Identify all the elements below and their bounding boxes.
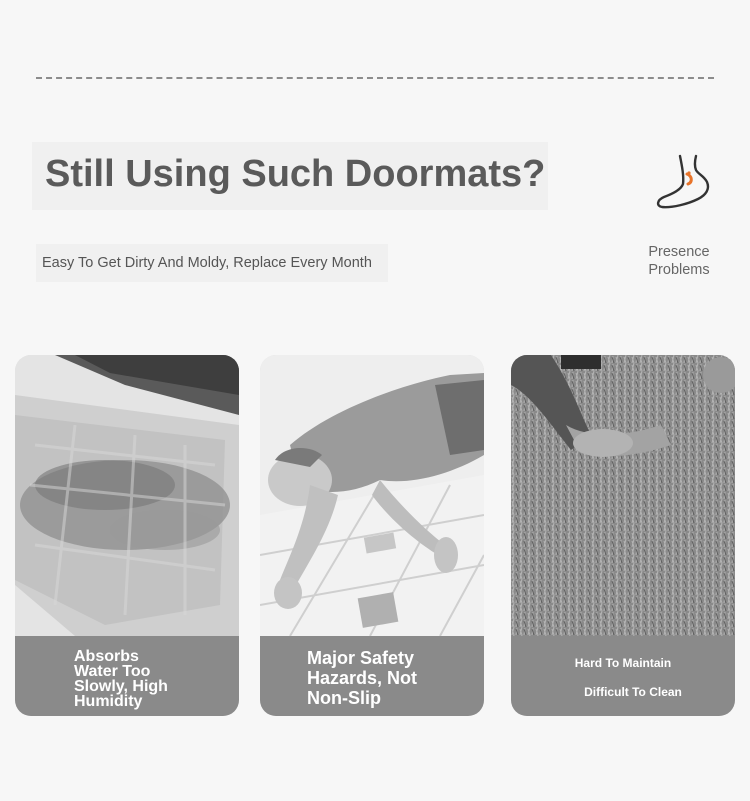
card-caption (15, 636, 239, 716)
caption-line: Difficult To Clean (584, 685, 682, 699)
page-title: Still Using Such Doormats? (45, 153, 546, 195)
caption-line: Non-Slip (307, 688, 381, 708)
presence-problems-label (640, 243, 718, 279)
dashed-divider (36, 77, 714, 79)
card-caption (260, 636, 484, 716)
caption-line: Water Too (74, 663, 151, 680)
caption-line: Absorbs (74, 648, 139, 665)
dirty-wet-doormat-photo (15, 355, 239, 636)
page-subtitle: Easy To Get Dirty And Moldy, Replace Every Month (42, 255, 372, 271)
caption-line: Hard To Maintain (574, 656, 672, 670)
caption-line: Slowly, High (74, 678, 168, 695)
dirty-shaggy-carpet-photo (511, 355, 735, 636)
card-hard-to-maintain (511, 355, 735, 716)
caption-line: Major Safety (307, 648, 415, 668)
caption-line: Hazards, Not (307, 668, 418, 688)
foot-icon (652, 152, 714, 214)
presence-line-1: Presence (648, 244, 710, 260)
person-slipped-on-floor-photo (260, 355, 484, 636)
card-caption (511, 636, 735, 716)
presence-line-2: Problems (648, 262, 710, 278)
card-absorbs-water (15, 355, 239, 716)
caption-line: Humidity (74, 693, 143, 710)
card-safety-hazards (260, 355, 484, 716)
